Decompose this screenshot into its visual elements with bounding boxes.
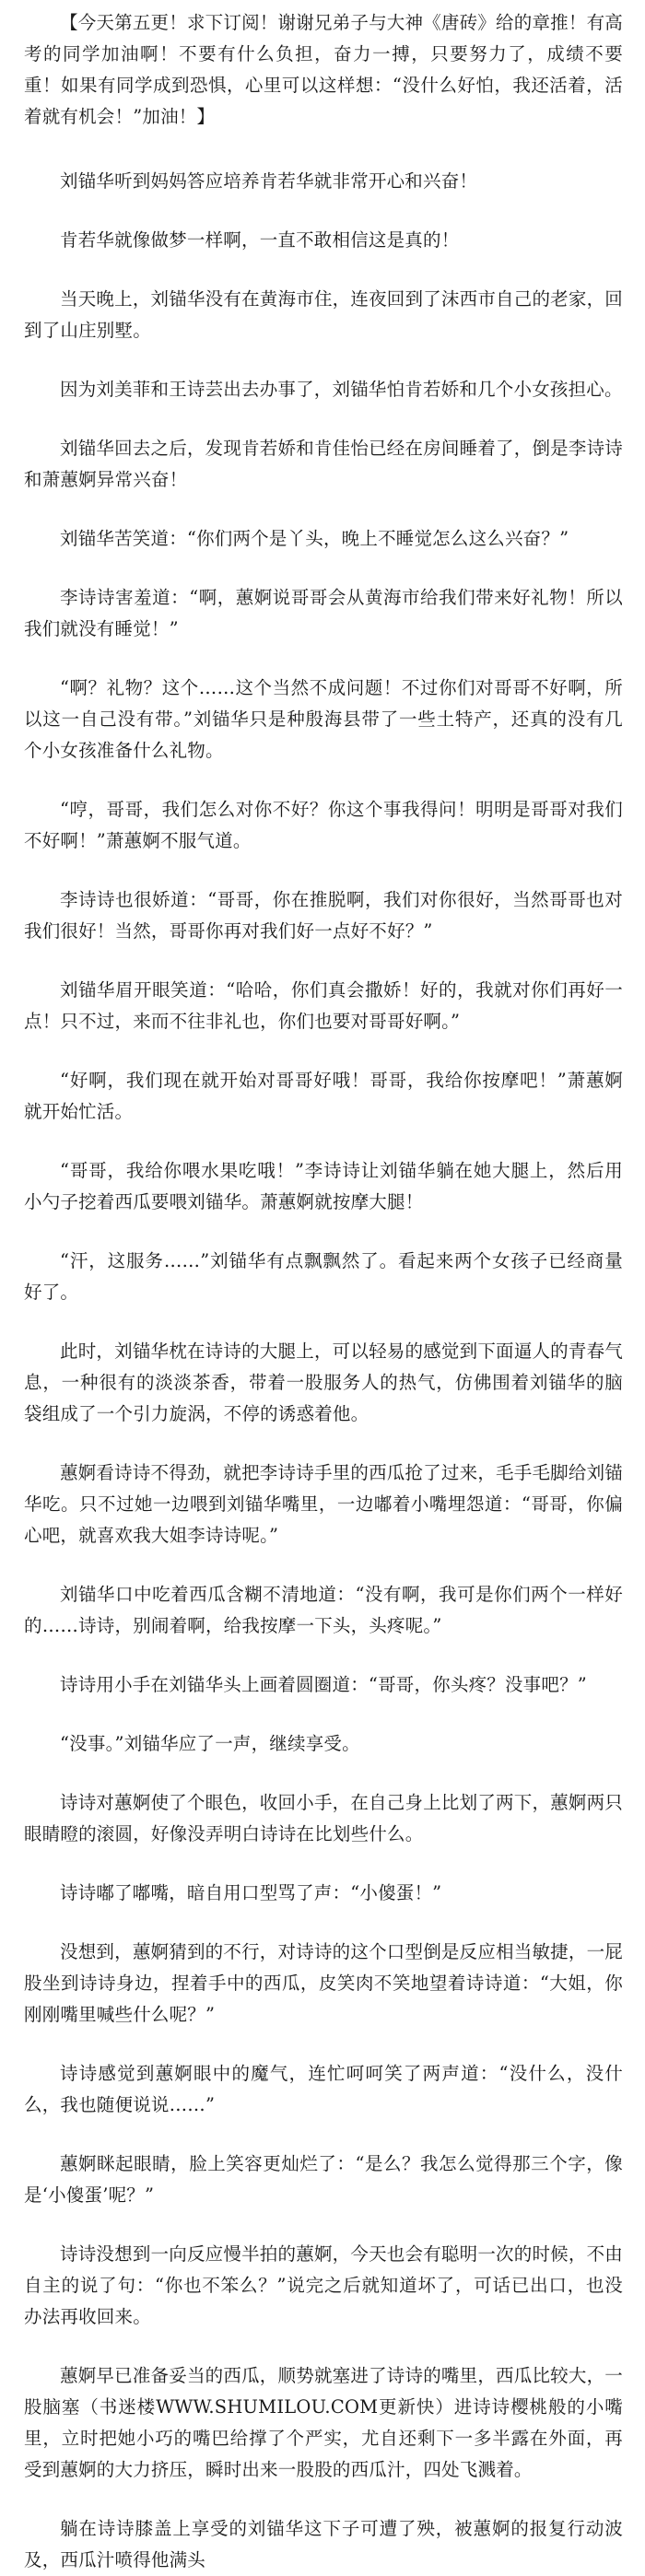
paragraph: “哼，哥哥，我们怎么对你不好？你这个事我得问！明明是哥哥对我们不好啊！”萧蕙婀不服气道。 <box>24 799 623 851</box>
paragraph: 肯若华就像做梦一样啊，一直不敢相信这是真的！ <box>60 229 460 251</box>
paragraph: “没事。”刘锚华应了一声，继续享受。 <box>60 1733 360 1754</box>
paragraph: 当天晚上，刘锚华没有在黄海市住，连夜回到了沫西市自己的老家，回到了山庄别墅。 <box>24 288 623 341</box>
paragraph: 刘锚华回去之后，发现肯若娇和肯佳怡已经在房间睡着了，倒是李诗诗和萧蕙婀异常兴奋！ <box>24 438 623 490</box>
paragraph: 没想到，蕙婀猜到的不行，对诗诗的这个口型倒是反应相当敏捷，一屁股坐到诗诗身边，捏着手中的西瓜，皮笑肉不笑地望着诗诗道：“大姐，你刚刚嘴里喊些什么呢？” <box>24 1941 623 2025</box>
author-note: 【今天第五更！求下订阅！谢谢兄弟子与大神《唐砖》给的章推！有高考的同学加油啊！不要有什么负担，奋力一搏，只要努力了，成绩不要重！如果有同学成到恐惧，心里可以这样想：“没什么好怕，我还活着，活着就有机会！”加油！】 <box>24 12 623 127</box>
paragraph: 刘锚华口中吃着西瓜含糊不清地道：“没有啊，我可是你们两个一样好的……诗诗，别闹着啊，给我按摩一下头，头疼呢。” <box>24 1584 623 1636</box>
paragraph: 诗诗嘟了嘟嘴，暗自用口型骂了声：“小傻蛋！” <box>60 1882 442 1903</box>
paragraph: 诗诗对蕙婀使了个眼色，收回小手，在自己身上比划了两下，蕙婀两只眼睛瞪的滚圆，好像没弄明白诗诗在比划些什么。 <box>24 1792 623 1844</box>
paragraph: 躺在诗诗膝盖上享受的刘锚华这下子可遭了殃，被蕙婀的报复行动波及，西瓜汁喷得他满头 <box>24 2518 623 2570</box>
paragraph: 因为刘美菲和王诗芸出去办事了，刘锚华怕肯若娇和几个小女孩担心。 <box>60 379 623 400</box>
paragraph: 李诗诗害羞道：“啊，蕙婀说哥哥会从黄海市给我们带来好礼物！所以我们就没有睡觉！” <box>24 587 623 639</box>
paragraph: “哥哥，我给你喂水果吃哦！”李诗诗让刘锚华躺在她大腿上，然后用小勺子挖着西瓜要喂刘锚华。萧蕙婀就按摩大腿！ <box>24 1160 623 1212</box>
paragraph: “好啊，我们现在就开始对哥哥好哦！哥哥，我给你按摩吧！”萧蕙婀就开始忙活。 <box>24 1070 623 1122</box>
paragraph: 蕙婀眯起眼睛，脸上笑容更灿烂了：“是么？我怎么觉得那三个字，像是‘小傻蛋’呢？” <box>24 2153 623 2206</box>
paragraph: 李诗诗也很娇道：“哥哥，你在推脱啊，我们对你很好，当然哥哥也对我们很好！当然，哥哥你再对我们好一点好不好？” <box>24 889 623 942</box>
paragraph: 刘锚华苦笑道：“你们两个是丫头，晚上不睡觉怎么这么兴奋？” <box>60 528 569 549</box>
paragraph: 蕙婀早已准备妥当的西瓜，顺势就塞进了诗诗的嘴里，西瓜比较大，一股脑塞（书迷楼WWW.SHUMILOU.COM更新快）进诗诗樱桃般的小嘴里，立时把她小巧的嘴巴给撑了个严实，尤自还剩下一多半露在外面，再受到蕙婀的大力挤压，瞬时出来一股股的西瓜汁，四处飞溅着。 <box>24 2365 623 2480</box>
paragraph: 刘锚华听到妈妈答应培养肯若华就非常开心和兴奋！ <box>60 170 478 192</box>
paragraph: 诗诗感觉到蕙婀眼中的魔气，连忙呵呵笑了两声道：“没什么，没什么，我也随便说说……” <box>24 2063 623 2115</box>
paragraph: 诗诗用小手在刘锚华头上画着圆圈道：“哥哥，你头疼？没事吧？” <box>60 1674 587 1695</box>
paragraph: 蕙婀看诗诗不得劲，就把李诗诗手里的西瓜抢了过来，毛手毛脚给刘锚华吃。只不过她一边喂到刘锚华嘴里，一边嘟着小嘴埋怨道：“哥哥，你偏心吧，就喜欢我大姐李诗诗呢。” <box>24 1462 623 1546</box>
paragraph: “汗，这服务……”刘锚华有点飘飘然了。看起来两个女孩子已经商量好了。 <box>24 1250 623 1303</box>
paragraph: “啊？礼物？这个……这个当然不成问题！不过你们对哥哥不好啊，所以这一自己没有带。”刘锚华只是种殷海县带了一些土特产，还真的没有几个小女孩准备什么礼物。 <box>24 677 623 761</box>
paragraph: 刘锚华眉开眼笑道：“哈哈，你们真会撒娇！好的，我就对你们再好一点！只不过，来而不往非礼也，你们也要对哥哥好啊。” <box>24 979 623 1032</box>
paragraph: 诗诗没想到一向反应慢半拍的蕙婀，今天也会有聪明一次的时候，不由自主的说了句：“你也不笨么？”说完之后就知道坏了，可话已出口，也没办法再收回来。 <box>24 2243 623 2327</box>
paragraph: 此时，刘锚华枕在诗诗的大腿上，可以轻易的感觉到下面逼人的青春气息，一种很有的淡淡茶香，带着一股服务人的热气，仿佛围着刘锚华的脑袋组成了一个引力旋涡，不停的诱惑着他。 <box>24 1341 623 1424</box>
